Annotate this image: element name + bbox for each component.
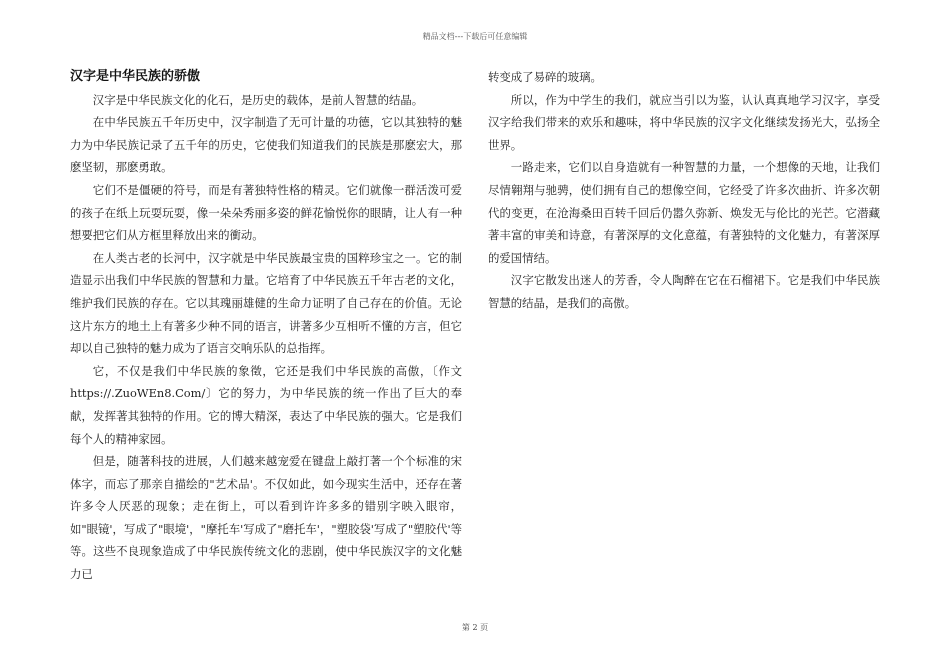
left-column	[70, 66, 462, 586]
paragraph-9: 汉字它散发出迷人的芳香，令人陶醉在它在石榴裙下。它是我们中华民族智慧的结晶，是我们的高傲。	[488, 273, 880, 310]
paragraph-2: 在中华民族五千年历史中，汉字制造了无可计量的功德，它以其独特的魅力为中华民族记录了五千年的历史，它使我们知道我们的民族是那麽宏大，那麽坚韧，那麽勇敢。	[70, 115, 462, 175]
paragraph-8: 一路走来，它们以自身造就有一种智慧的力量，一个想像的天地，让我们尽情翱翔与驰骋，使们拥有自己的想像空间，它经受了许多次曲折、许多次朝代的变更，在沧海桑田百转千回后仍嚣久弥新、焕发无与伦比的光芒。它潜藏著丰富的审美和诗意，有著深厚的文化意蕴，有著独特的文化魅力，有著深厚的爱国情结。	[488, 160, 880, 265]
page-number: 第 2 页	[461, 623, 489, 632]
paragraph-1: 汉字是中华民族文化的化石，是历史的载体，是前人智慧的结晶。	[92, 92, 424, 107]
paragraph-5: 它，不仅是我们中华民族的象徵，它还是我们中华民族的高傲，〔作文https://.ZuoWEn8.Com/〕它的努力，为中华民族的统一作出了巨大的奉献，发挥著其独特的作用。它的博大精深，表达了中华民族的强大。它是我们每个人的精神家园。	[70, 363, 462, 446]
paragraph-7: 所以，作为中学生的我们，就应当引以为鉴，认认真真地学习汉字，享受汉字给我们带来的欢乐和趣味，将中华民族的汉字文化继续发扬光大，弘扬全世界。	[488, 92, 880, 152]
paragraph-4: 在人类古老的长河中，汉字就是中华民族最宝贵的国粹珍宝之一。它的制造显示出我们中华民族的智慧和力量。它培育了中华民族五千年古老的文化，维护我们民族的存在。它以其瑰丽雄健的生命力证明了自己存在的价值。无论这片东方的地土上有著多少种不同的语言，讲著多少互相听不懂的方言，但它却以自己独特的魅力成为了语言交响乐队的总指挥。	[70, 250, 462, 356]
paragraph-3: 它们不是僵硬的符号，而是有著独特性格的精灵。它们就像一群活泼可爱的孩子在纸上玩耍玩耍，像一朵朵秀丽多姿的鲜花愉悦你的眼睛，让人有一种想要把它们从方框里释放出来的衝动。	[70, 182, 462, 243]
right-column	[488, 66, 880, 315]
page-header: 精品文档---下载后可任意编辑	[422, 32, 528, 41]
paragraph-6-continuation: 转变成了易碎的玻璃。	[488, 70, 602, 84]
article-title: 汉字是中华民族的骄傲	[70, 69, 201, 84]
paragraph-6: 但是，随著科技的进展，人们越来越宠爱在键盘上敲打著一个个标准的宋体字，而忘了那亲自描绘的"艺术品'。不仅如此，如今现实生活中，还存在著许多令人厌恶的现象；走在街上，可以看到许许多多的错别字映入眼帘，如"眼镜'，写成了"眼境'，"摩托车'写成了"磨托车'，"塑胶袋'写成了"塑胶代'等等。这些不良现象造成了中华民族传统文化的悲剧，使中华民族汉字的文化魅力已	[70, 454, 462, 582]
